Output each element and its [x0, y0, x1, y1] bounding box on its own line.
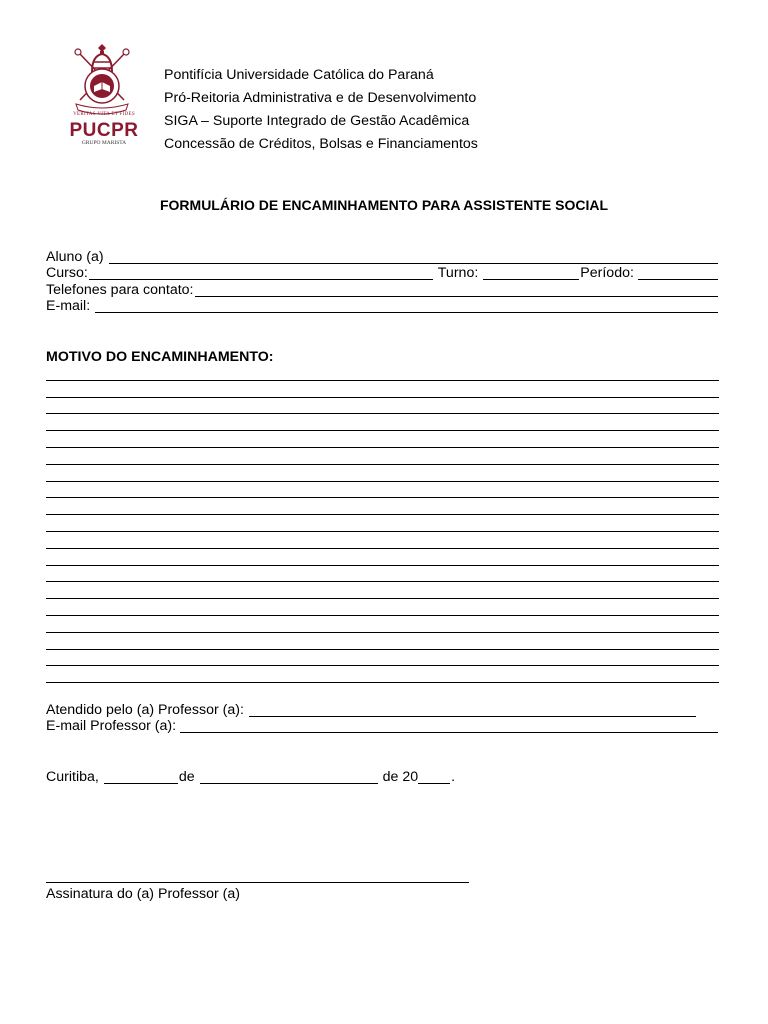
institution-header: [164, 64, 478, 156]
aluno-field[interactable]: [109, 251, 718, 264]
curso-row: [46, 264, 719, 281]
day-field[interactable]: [104, 771, 178, 784]
month-field[interactable]: [200, 771, 378, 784]
pucpr-logo: [58, 42, 150, 150]
form-title: FORMULÁRIO DE ENCAMINHAMENTO PARA ASSISTENTE SOCIAL: [159, 197, 608, 213]
curso-label: Curso:: [46, 265, 88, 281]
motivo-line[interactable]: [46, 414, 719, 431]
motivo-line[interactable]: [46, 398, 719, 415]
telefones-row: [46, 281, 719, 298]
motivo-title: MOTIVO DO ENCAMINHAMENTO:: [46, 349, 274, 365]
signature-line[interactable]: [46, 882, 469, 883]
year-field[interactable]: [418, 771, 450, 784]
motivo-line[interactable]: [46, 666, 719, 683]
motivo-line[interactable]: [46, 650, 719, 667]
motivo-line[interactable]: [46, 498, 719, 515]
motivo-line[interactable]: [46, 431, 719, 448]
aluno-label: Aluno (a): [46, 249, 104, 265]
motivo-line[interactable]: [46, 549, 719, 566]
turno-field[interactable]: [483, 267, 579, 280]
aluno-row: [46, 248, 719, 265]
motivo-line[interactable]: [46, 381, 719, 398]
periodo-label: Período:: [580, 265, 634, 281]
turno-label: Turno:: [437, 265, 479, 281]
motivo-line[interactable]: [46, 633, 719, 650]
email-professor-field[interactable]: [180, 720, 718, 733]
motivo-line[interactable]: [46, 465, 719, 482]
motivo-line[interactable]: [46, 566, 719, 583]
email-label: E-mail:: [46, 298, 91, 314]
date-de-label-2: de 20: [382, 769, 419, 785]
motivo-line[interactable]: [46, 582, 719, 599]
logo-motto: VERITAS VITA ET FIDES: [73, 112, 135, 117]
date-de-label-1: de: [178, 769, 195, 785]
motivo-line[interactable]: [46, 616, 719, 633]
logo-subtext: GRUPO MARISTA: [81, 140, 127, 146]
motivo-line[interactable]: [46, 448, 719, 465]
professor-field[interactable]: [249, 704, 696, 717]
city-label: Curitiba,: [46, 769, 99, 785]
header-line-siga: SIGA – Suporte Integrado de Gestão Acadêmica: [164, 113, 470, 129]
motivo-line[interactable]: [46, 364, 719, 381]
curso-field[interactable]: [89, 267, 433, 280]
header-line-university: Pontifícia Universidade Católica do Paraná: [164, 67, 434, 83]
periodo-field[interactable]: [638, 267, 718, 280]
professor-label: Atendido pelo (a) Professor (a):: [46, 702, 244, 718]
motivo-line[interactable]: [46, 482, 719, 499]
motivo-line[interactable]: [46, 515, 719, 532]
motivo-line[interactable]: [46, 599, 719, 616]
header-line-concessao: Concessão de Créditos, Bolsas e Financiamentos: [164, 136, 478, 152]
email-row: [46, 297, 719, 314]
signature-label: Assinatura do (a) Professor (a): [46, 886, 240, 902]
email-field[interactable]: [95, 300, 718, 313]
date-row: [46, 768, 486, 785]
telefones-field[interactable]: [195, 284, 719, 297]
email-professor-row: [46, 717, 719, 734]
professor-row: [46, 701, 719, 718]
header-line-pro-reitoria: Pró-Reitoria Administrativa e de Desenvolvimento: [164, 90, 477, 106]
email-professor-label: E-mail Professor (a):: [46, 718, 177, 734]
telefones-label: Telefones para contato:: [46, 282, 194, 298]
motivo-text-area[interactable]: [46, 364, 719, 683]
logo-wordmark: PUCPR: [69, 120, 139, 141]
date-end-label: .: [451, 769, 456, 785]
motivo-line[interactable]: [46, 532, 719, 549]
